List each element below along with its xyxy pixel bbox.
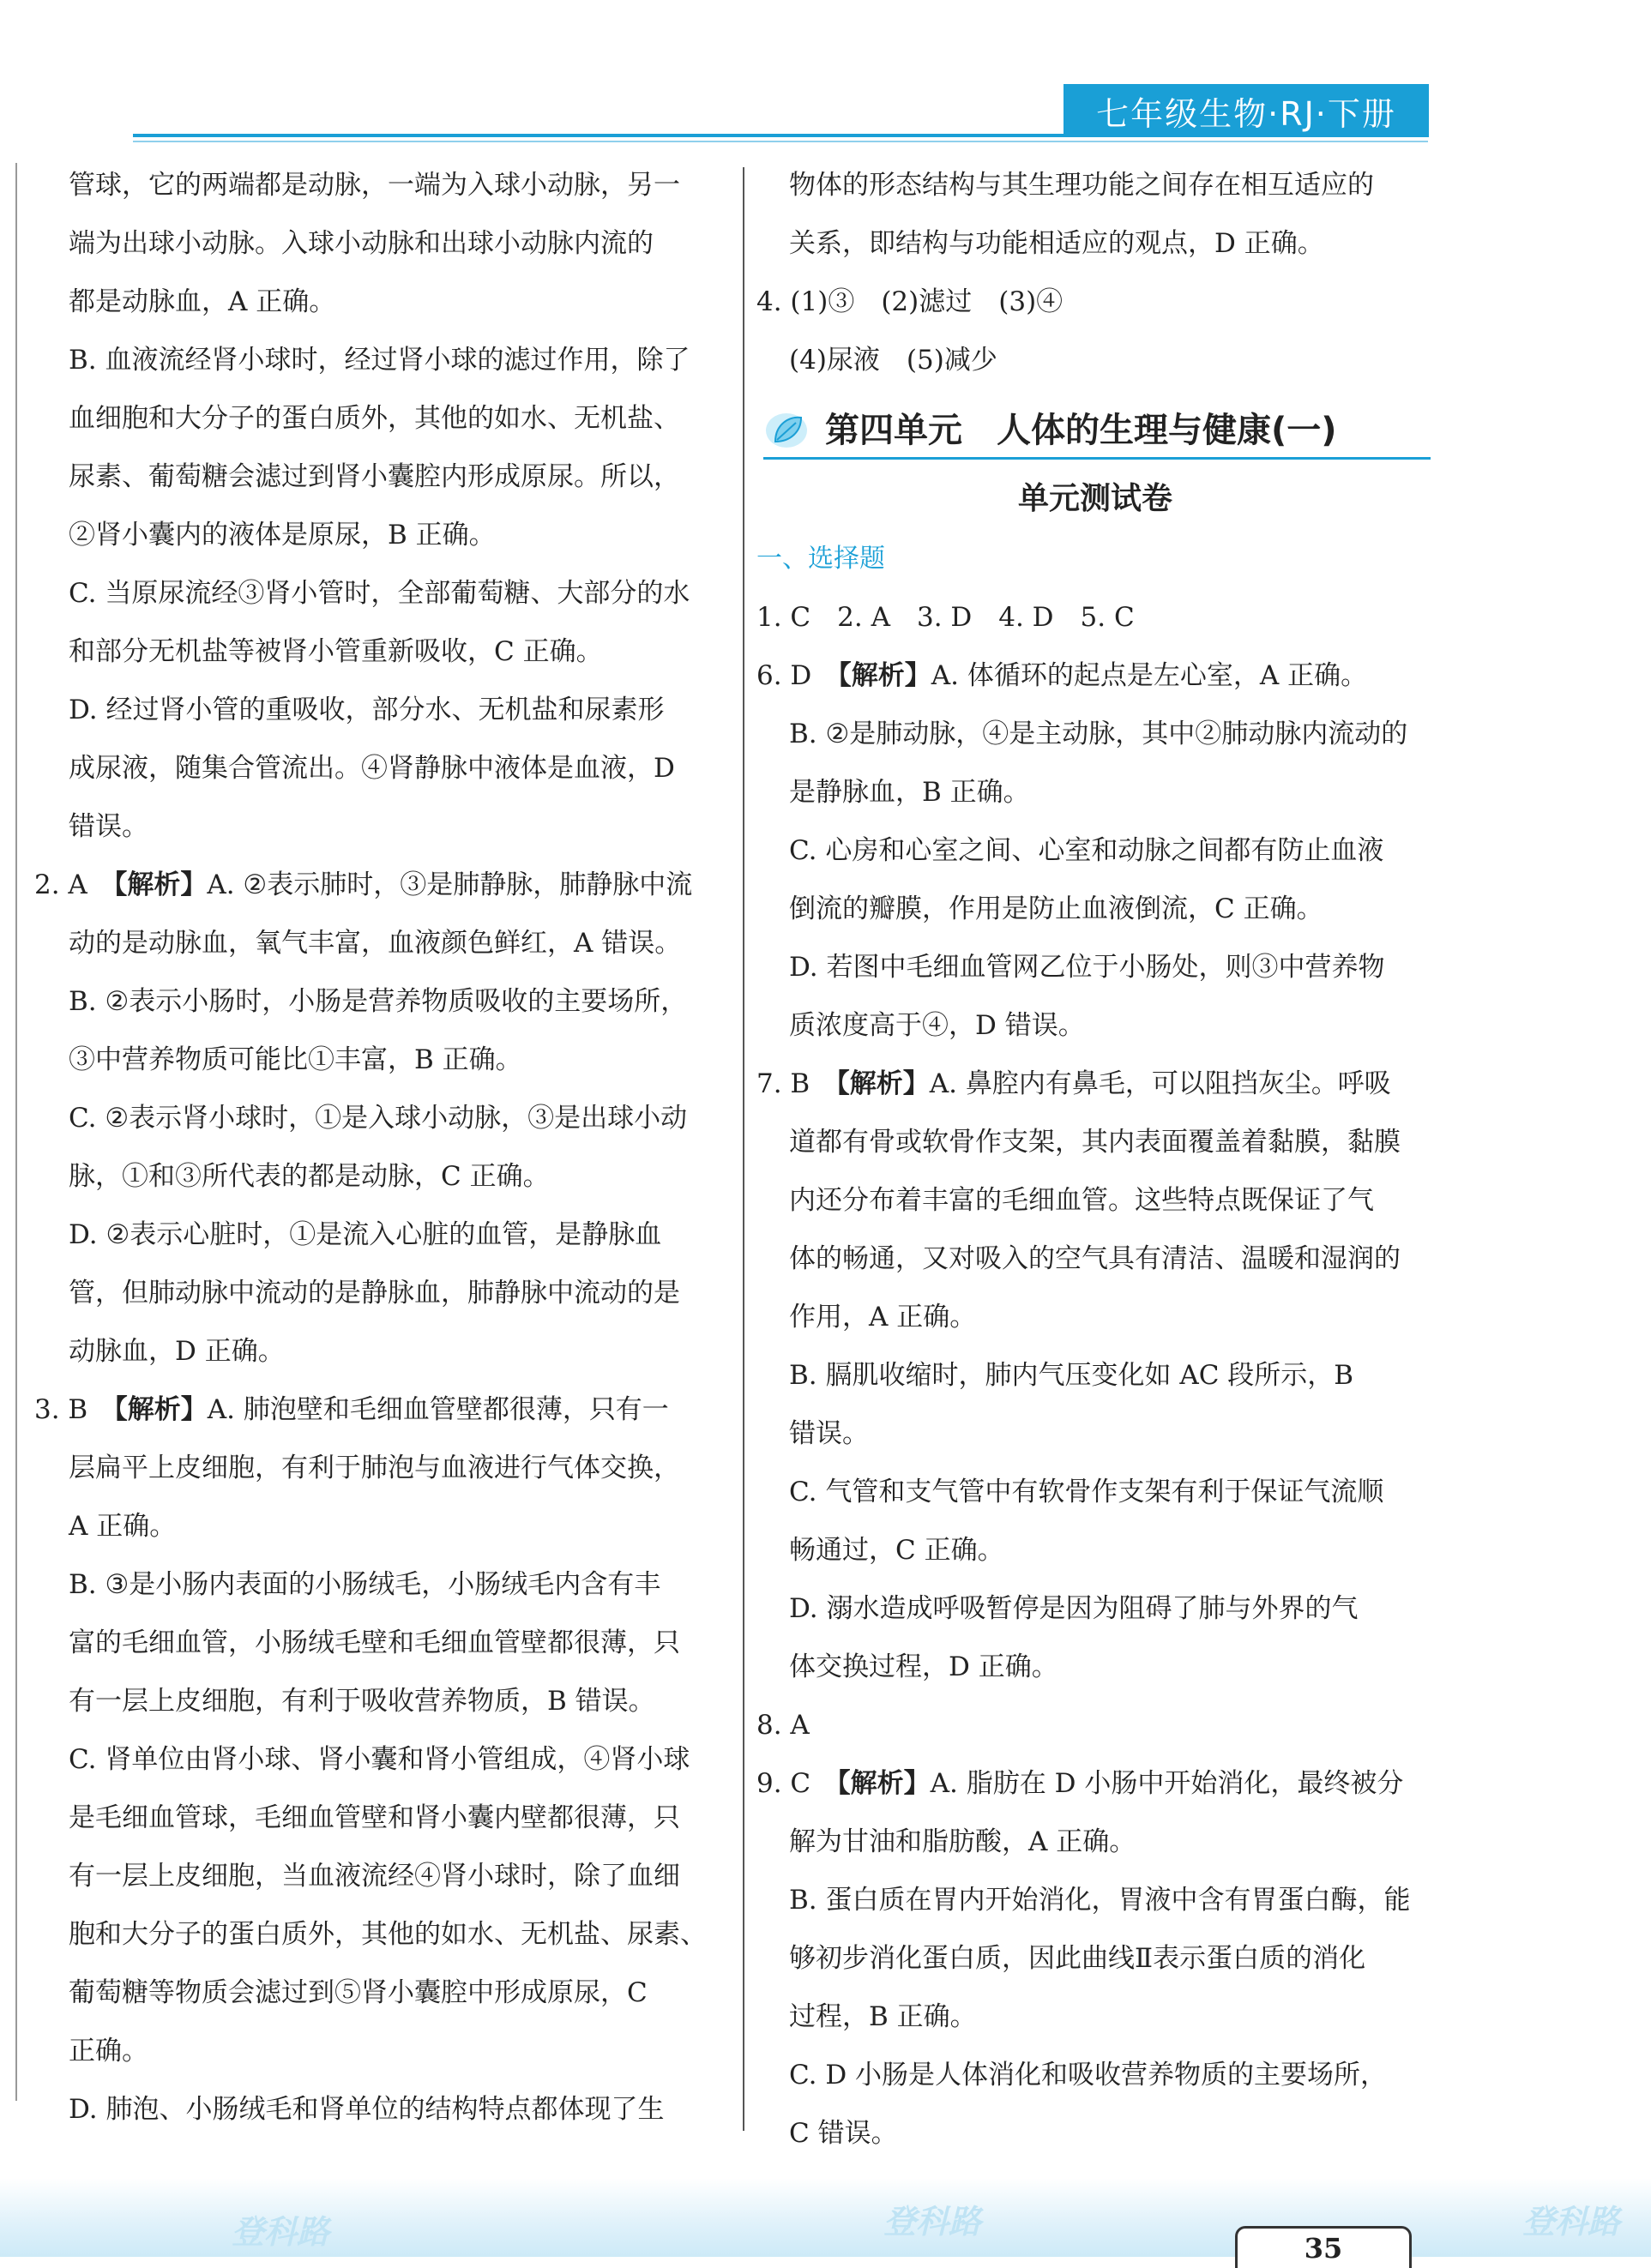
line-text: 葡萄糖等物质会滤过到⑤肾小囊腔中形成原尿，C bbox=[69, 1977, 648, 2008]
text-line bbox=[34, 623, 720, 681]
line-text: 内还分布着丰富的毛细血管。这些特点既保证了气 bbox=[789, 1185, 1374, 1216]
text-line bbox=[756, 1988, 1434, 2046]
text-line bbox=[756, 1463, 1434, 1521]
analysis-tag: 【解析】 bbox=[114, 1394, 208, 1425]
binding-margin-line bbox=[15, 163, 17, 2101]
text-line bbox=[756, 938, 1434, 996]
line-text: 成尿液，随集合管流出。④肾静脉中液体是血液，D bbox=[69, 753, 675, 784]
text-line bbox=[34, 448, 720, 506]
text-line bbox=[34, 214, 720, 273]
question-number: 2. A bbox=[34, 869, 87, 900]
text-line bbox=[34, 1964, 720, 2022]
line-text: 有一层上皮细胞，当血液流经④肾小球时，除了血细 bbox=[69, 1861, 680, 1892]
line-text: 1. C 2. A 3. D 4. D 5. C bbox=[756, 602, 1135, 633]
line-text: C. 肾单位由肾小球、肾小囊和肾小管组成，④肾小球 bbox=[69, 1744, 690, 1775]
line-text: 作用，A 正确。 bbox=[789, 1302, 977, 1333]
line-text: A. 脂肪在 D 小肠中开始消化，最终被分 bbox=[930, 1768, 1404, 1799]
text-line bbox=[756, 763, 1434, 821]
text-line bbox=[756, 1346, 1434, 1405]
line-text: 动的是动脉血，氧气丰富，血液颜色鲜红，A 错误。 bbox=[69, 928, 682, 959]
line-text: 血细胞和大分子的蛋白质外，其他的如水、无机盐、 bbox=[69, 403, 680, 434]
line-text: 体交换过程，D 正确。 bbox=[789, 1651, 1058, 1682]
text-line bbox=[756, 331, 1434, 389]
line-text: ③中营养物质可能比①丰富，B 正确。 bbox=[69, 1044, 522, 1075]
footer-logo: 登科路 bbox=[1522, 2203, 1621, 2241]
line-text: D. 经过肾小管的重吸收，部分水、无机盐和尿素形 bbox=[69, 695, 665, 725]
text-line bbox=[756, 214, 1434, 273]
line-text: A. 鼻腔内有鼻毛，可以阻挡灰尘。呼吸 bbox=[929, 1068, 1391, 1099]
line-text: 正确。 bbox=[69, 2036, 148, 2066]
line-text: C 错误。 bbox=[789, 2118, 898, 2149]
line-text: 是毛细血管球，毛细血管壁和肾小囊内壁都很薄，只 bbox=[69, 1802, 680, 1833]
footer-logo: 登科路 bbox=[232, 2213, 330, 2251]
text-line bbox=[34, 273, 720, 331]
question-number: 3. B bbox=[34, 1394, 88, 1425]
footer-logo: 登科路 bbox=[883, 2203, 982, 2241]
line-text: 胞和大分子的蛋白质外，其他的如水、无机盐、尿素、 bbox=[69, 1919, 707, 1950]
text-line bbox=[756, 1696, 1434, 1754]
text-line bbox=[756, 1171, 1434, 1230]
line-text: 都是动脉血，A 正确。 bbox=[69, 286, 336, 317]
line-text: D. 肺泡、小肠绒毛和肾单位的结构特点都体现了生 bbox=[69, 2094, 665, 2125]
text-line bbox=[756, 1230, 1434, 1288]
line-text: 体的畅通，又对吸入的空气具有清洁、温暖和湿润的 bbox=[789, 1243, 1401, 1274]
section-heading: 一、选择题 bbox=[756, 544, 885, 574]
line-text: 道都有骨或软骨作支架，其内表面覆盖着黏膜，黏膜 bbox=[789, 1127, 1401, 1158]
text-line bbox=[756, 880, 1434, 938]
line-text: A 正确。 bbox=[69, 1511, 177, 1542]
right-column-bottom bbox=[756, 588, 1434, 2163]
line-text: (4)尿液 (5)减少 bbox=[789, 345, 997, 376]
line-text: 是静脉血，B 正确。 bbox=[789, 777, 1030, 808]
line-text: C. D 小肠是人体消化和吸收营养物质的主要场所， bbox=[789, 2060, 1388, 2091]
text-line bbox=[34, 1730, 720, 1789]
text-line bbox=[756, 1871, 1434, 1929]
text-line bbox=[34, 1789, 720, 1847]
line-text: 质浓度高于④，D 错误。 bbox=[789, 1010, 1085, 1041]
unit-subtitle: 单元测试卷 bbox=[1017, 481, 1172, 516]
line-text: D. ②表示心脏时，①是流入心脏的血管，是静脉血 bbox=[69, 1219, 662, 1250]
text-line bbox=[34, 1206, 720, 1264]
text-line bbox=[34, 564, 720, 623]
text-line bbox=[756, 1813, 1434, 1871]
text-line bbox=[34, 1439, 720, 1497]
text-line bbox=[756, 273, 1434, 331]
text-line bbox=[756, 821, 1434, 880]
analysis-tag: 【解析】 bbox=[837, 1768, 931, 1799]
text-line bbox=[34, 797, 720, 856]
line-text: 端为出球小动脉。入球小动脉和出球小动脉内流的 bbox=[69, 228, 654, 259]
unit-title bbox=[756, 393, 1434, 468]
right-column bbox=[756, 156, 1434, 2163]
text-line bbox=[34, 1264, 720, 1322]
text-line bbox=[756, 1055, 1434, 1113]
line-text: B. 血液流经肾小球时，经过肾小球的滤过作用，除了 bbox=[69, 345, 690, 376]
line-text: ②肾小囊内的液体是原尿，B 正确。 bbox=[69, 520, 496, 550]
page-number: 35 bbox=[1235, 2226, 1412, 2268]
analysis-tag: 【解析】 bbox=[836, 1068, 930, 1099]
line-text: 畅通过，C 正确。 bbox=[789, 1535, 1004, 1566]
text-line bbox=[756, 2104, 1434, 2163]
line-text: 和部分无机盐等被肾小管重新吸收，C 正确。 bbox=[69, 636, 603, 667]
line-text: 层扁平上皮细胞，有利于肺泡与血液进行气体交换， bbox=[69, 1453, 680, 1483]
text-line bbox=[34, 1089, 720, 1147]
text-line bbox=[756, 1405, 1434, 1463]
text-line bbox=[34, 1847, 720, 1905]
line-text: D. 若图中毛细血管网乙位于小肠处，则③中营养物 bbox=[789, 952, 1385, 983]
text-line bbox=[756, 2046, 1434, 2104]
text-line bbox=[756, 156, 1434, 214]
text-line bbox=[34, 1147, 720, 1206]
text-line bbox=[34, 506, 720, 564]
line-text: 过程，B 正确。 bbox=[789, 2001, 977, 2032]
line-text: 有一层上皮细胞，有利于吸收营养物质，B 错误。 bbox=[69, 1686, 655, 1717]
text-line bbox=[34, 2022, 720, 2080]
text-line bbox=[756, 705, 1434, 763]
line-text: 解为甘油和脂肪酸，A 正确。 bbox=[789, 1826, 1136, 1857]
line-text: 8. A bbox=[756, 1710, 810, 1741]
text-line bbox=[756, 588, 1434, 647]
text-line bbox=[34, 681, 720, 739]
line-text: 动脉血，D 正确。 bbox=[69, 1336, 285, 1367]
line-text: C. 气管和支气管中有软骨作支架有利于保证气流顺 bbox=[789, 1477, 1384, 1507]
line-text: B. ②是肺动脉，④是主动脉，其中②肺动脉内流动的 bbox=[789, 719, 1408, 749]
line-text: 4. (1)③ (2)滤过 (3)④ bbox=[756, 286, 1064, 317]
text-line bbox=[756, 996, 1434, 1055]
analysis-tag: 【解析】 bbox=[113, 869, 208, 900]
leaf-icon bbox=[763, 407, 810, 454]
text-line bbox=[756, 647, 1434, 705]
line-text: 关系，即结构与功能相适应的观点，D 正确。 bbox=[789, 228, 1324, 259]
text-line bbox=[34, 156, 720, 214]
line-text: C. ②表示肾小球时，①是入球小动脉，③是出球小动 bbox=[69, 1103, 688, 1134]
text-line bbox=[34, 2080, 720, 2139]
text-line bbox=[34, 331, 720, 389]
text-line bbox=[756, 1754, 1434, 1813]
text-line bbox=[34, 1672, 720, 1730]
text-line bbox=[34, 389, 720, 448]
line-text: 错误。 bbox=[789, 1418, 869, 1449]
line-text: 倒流的瓣膜，作用是防止血液倒流，C 正确。 bbox=[789, 893, 1323, 924]
right-column-top bbox=[756, 156, 1434, 389]
text-line bbox=[34, 972, 720, 1031]
header-badge: 七年级生物·RJ·下册 bbox=[1064, 84, 1429, 137]
line-text: 尿素、葡萄糖会滤过到肾小囊腔内形成原尿。所以， bbox=[69, 461, 680, 492]
line-text: B. 膈肌收缩时，肺内气压变化如 AC 段所示，B bbox=[789, 1360, 1354, 1391]
left-column bbox=[34, 156, 720, 2139]
text-line bbox=[756, 1113, 1434, 1171]
text-line bbox=[756, 1521, 1434, 1579]
line-text: 脉，①和③所代表的都是动脉，C 正确。 bbox=[69, 1161, 550, 1192]
line-text: A. 肺泡壁和毛细血管壁都很薄，只有一 bbox=[207, 1394, 669, 1425]
line-text: B. 蛋白质在胃内开始消化，胃液中含有胃蛋白酶，能 bbox=[789, 1885, 1411, 1916]
line-text: A. ②表示肺时，③是肺静脉，肺静脉中流 bbox=[207, 869, 693, 900]
text-line bbox=[34, 1497, 720, 1555]
line-text: C. 当原尿流经③肾小管时，全部葡萄糖、大部分的水 bbox=[69, 578, 690, 609]
line-text: B. ③是小肠内表面的小肠绒毛，小肠绒毛内含有丰 bbox=[69, 1569, 661, 1600]
question-number: 6. D bbox=[756, 660, 812, 691]
unit-title-underline bbox=[763, 457, 1431, 460]
line-text: 富的毛细血管，小肠绒毛壁和毛细血管壁都很薄，只 bbox=[69, 1627, 680, 1658]
text-line bbox=[34, 739, 720, 797]
header-divider bbox=[133, 134, 1428, 137]
text-line bbox=[34, 914, 720, 972]
column-divider bbox=[743, 167, 744, 2131]
line-text: D. 溺水造成呼吸暂停是因为阻碍了肺与外界的气 bbox=[789, 1593, 1359, 1624]
text-line bbox=[34, 1555, 720, 1614]
line-text: B. ②表示小肠时，小肠是营养物质吸收的主要场所， bbox=[69, 986, 688, 1017]
text-line bbox=[756, 1929, 1434, 1988]
unit-title-text: 第四单元 人体的生理与健康(一) bbox=[825, 411, 1337, 450]
line-text: A. 体循环的起点是左心室，A 正确。 bbox=[931, 660, 1368, 691]
line-text: 管，但肺动脉中流动的是静脉血，肺静脉中流动的是 bbox=[69, 1278, 680, 1308]
line-text: 管球，它的两端都是动脉，一端为入球小动脉，另一 bbox=[69, 170, 680, 201]
line-text: C. 心房和心室之间、心室和动脉之间都有防止血液 bbox=[789, 835, 1384, 866]
analysis-tag: 【解析】 bbox=[838, 660, 931, 691]
text-line bbox=[34, 1322, 720, 1381]
question-number: 7. B bbox=[756, 1068, 810, 1099]
text-line bbox=[756, 1579, 1434, 1638]
text-line bbox=[34, 1031, 720, 1089]
header-divider-thin bbox=[133, 141, 1428, 142]
question-number: 9. C bbox=[756, 1768, 811, 1799]
line-text: 错误。 bbox=[69, 811, 148, 842]
text-line bbox=[34, 856, 720, 914]
text-line bbox=[34, 1381, 720, 1439]
text-line bbox=[756, 1638, 1434, 1696]
text-line bbox=[756, 1288, 1434, 1346]
text-line bbox=[34, 1905, 720, 1964]
line-text: 够初步消化蛋白质，因此曲线Ⅱ表示蛋白质的消化 bbox=[789, 1943, 1366, 1974]
line-text: 物体的形态结构与其生理功能之间存在相互适应的 bbox=[789, 170, 1374, 201]
text-line bbox=[34, 1614, 720, 1672]
